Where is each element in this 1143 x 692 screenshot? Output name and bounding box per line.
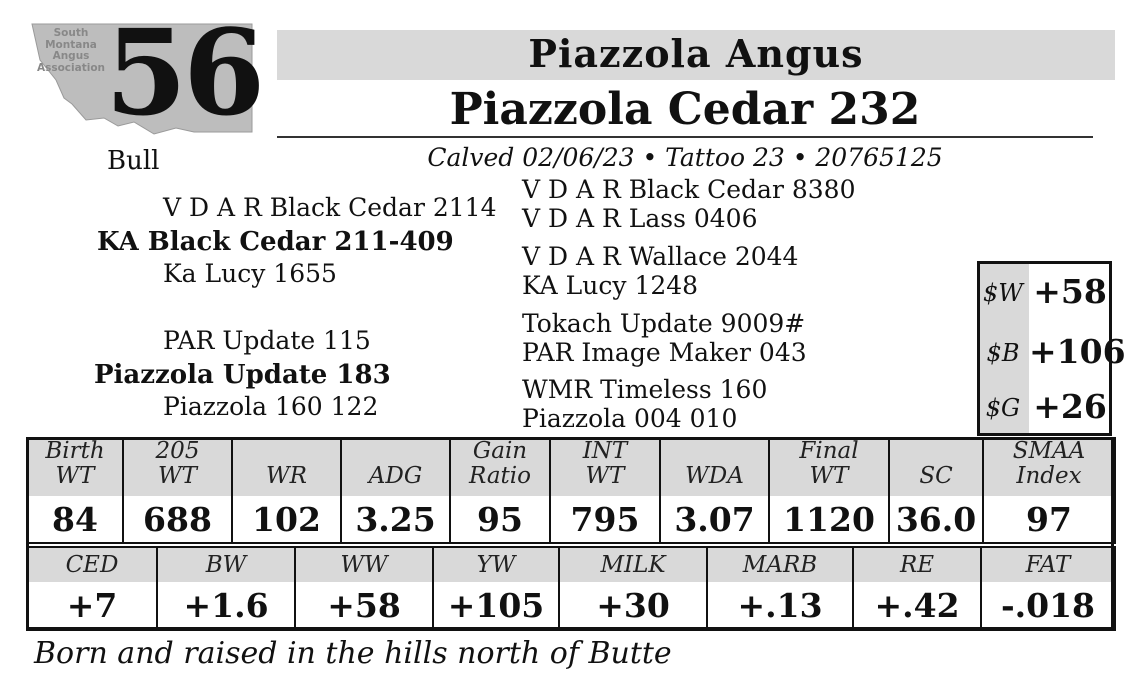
index-value-b: +106 <box>1029 332 1126 371</box>
value-yw: +105 <box>433 582 559 630</box>
dam-dam: Piazzola 160 122 <box>163 392 379 421</box>
header-birth-wt: Birth WT <box>27 438 123 496</box>
performance-table <box>26 437 1116 544</box>
calving-info: Calved 02/06/23 • Tattoo 23 • 20765125 <box>427 143 943 172</box>
sire-dam-dam: KA Lucy 1248 <box>522 271 699 300</box>
value-final-wt: 1120 <box>769 496 889 543</box>
header-fat: FAT <box>981 547 1115 582</box>
header-milk: MILK <box>559 547 707 582</box>
header-ww: WW <box>295 547 433 582</box>
dam-sire-sire: Tokach Update 9009# <box>522 309 806 338</box>
value-int-wt: 795 <box>550 496 660 543</box>
sire-sire-sire: V D A R Black Cedar 8380 <box>522 175 856 204</box>
value-re: +.42 <box>853 582 981 630</box>
value-wda: 3.07 <box>660 496 769 543</box>
lot-comment: Born and raised in the hills north of Butte <box>34 636 672 671</box>
sire-dam-sire: V D A R Wallace 2044 <box>522 242 799 271</box>
performance-header-row <box>27 438 1115 496</box>
association-line: Association <box>36 61 106 74</box>
value-wr: 102 <box>232 496 341 543</box>
header-yw: YW <box>433 547 559 582</box>
epd-value-row <box>27 582 1115 630</box>
sire: KA Black Cedar 211-409 <box>97 227 454 257</box>
value-birth-wt: 84 <box>27 496 123 543</box>
index-value-w: +58 <box>1033 272 1107 311</box>
header-smaa-index: SMAA Index <box>983 438 1115 496</box>
index-value-g: +26 <box>1033 387 1107 426</box>
sire-sire-dam: V D A R Lass 0406 <box>522 204 758 233</box>
dam-sire-dam: PAR Image Maker 043 <box>522 338 807 367</box>
value-gain-ratio: 95 <box>450 496 550 543</box>
farm-name: Piazzola Angus <box>528 31 864 76</box>
header-int-wt: INT WT <box>550 438 660 496</box>
header-re: RE <box>853 547 981 582</box>
association-line: South <box>53 27 89 39</box>
value-205-wt: 688 <box>123 496 232 543</box>
header-wda: WDA <box>660 438 769 496</box>
header-adg: ADG <box>341 438 450 496</box>
animal-name: Piazzola Cedar 232 <box>449 84 921 135</box>
index-label-g: $G <box>985 394 1021 422</box>
header-bw: BW <box>157 547 295 582</box>
value-adg: 3.25 <box>341 496 450 543</box>
value-smaa-index: 97 <box>983 496 1115 543</box>
epd-header-row <box>27 547 1115 582</box>
header-wr: WR <box>232 438 341 496</box>
value-ced: +7 <box>27 582 157 630</box>
value-marb: +.13 <box>707 582 853 630</box>
animal-sex: Bull <box>107 146 160 176</box>
sire-dam: Ka Lucy 1655 <box>163 259 337 288</box>
association-line: Angus <box>52 50 90 62</box>
index-label-b: $B <box>986 339 1020 367</box>
association-logo-text <box>30 28 112 74</box>
dam-dam-sire: WMR Timeless 160 <box>522 375 768 404</box>
value-milk: +30 <box>559 582 707 630</box>
association-line: Montana <box>45 38 97 51</box>
lot-number: 56 <box>105 3 262 142</box>
value-ww: +58 <box>295 582 433 630</box>
header-final-wt: Final WT <box>769 438 889 496</box>
performance-value-row <box>27 496 1115 543</box>
sire-sire: V D A R Black Cedar 2114 <box>163 193 497 222</box>
value-sc: 36.0 <box>889 496 983 543</box>
dam-sire: PAR Update 115 <box>163 326 371 355</box>
index-label-w: $W <box>983 279 1023 307</box>
header-divider <box>277 136 1093 138</box>
header-marb: MARB <box>707 547 853 582</box>
value-bw: +1.6 <box>157 582 295 630</box>
header-gain-ratio: Gain Ratio <box>450 438 550 496</box>
value-fat: -.018 <box>981 582 1115 630</box>
epd-table <box>26 546 1116 631</box>
header-sc: SC <box>889 438 983 496</box>
header-ced: CED <box>27 547 157 582</box>
header-205-wt: 205 WT <box>123 438 232 496</box>
dam: Piazzola Update 183 <box>94 360 391 390</box>
dam-dam-dam: Piazzola 004 010 <box>522 404 738 433</box>
